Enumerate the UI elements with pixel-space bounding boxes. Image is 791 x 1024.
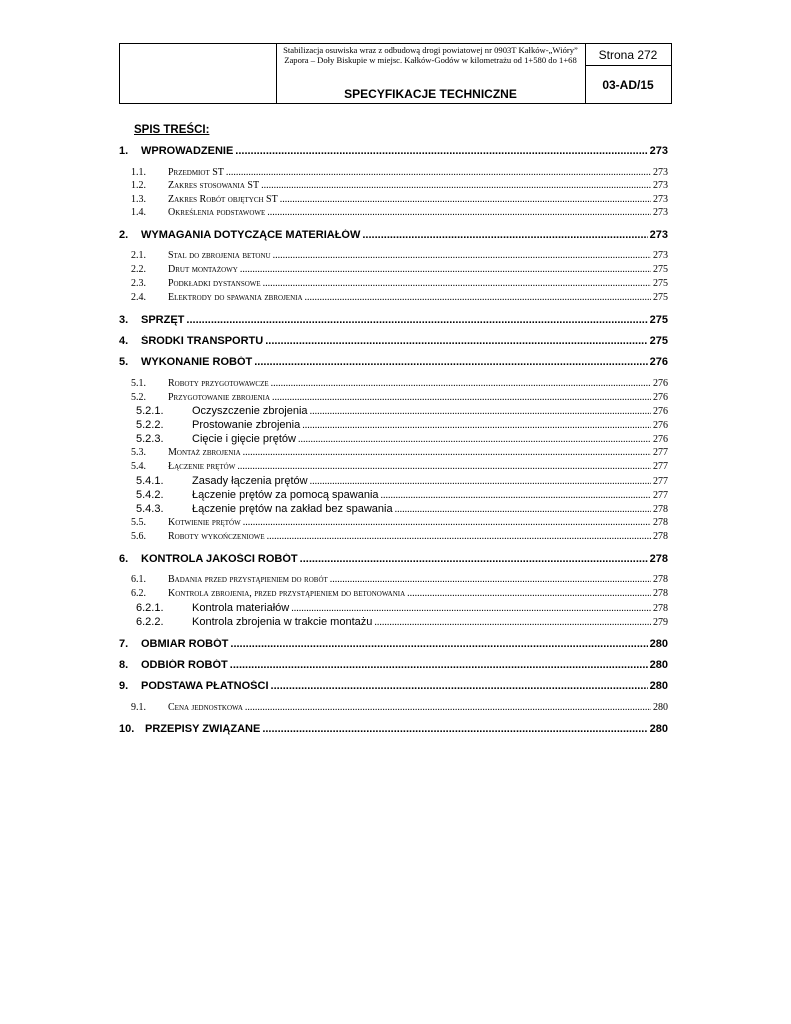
- toc-entry-text: Drut montażowy: [168, 264, 238, 275]
- toc-entry[interactable]: [119, 229, 668, 243]
- toc-entry[interactable]: [119, 680, 668, 694]
- toc-entry[interactable]: [119, 392, 668, 406]
- toc-entry-number: 5.5.: [131, 517, 146, 528]
- toc-entry-text: Łączenie prętów: [168, 461, 236, 472]
- toc-entry-number: 2.: [119, 229, 129, 241]
- toc-entry-number: 5.3.: [131, 447, 146, 458]
- toc-leader: [254, 356, 647, 368]
- toc-leader: [310, 476, 651, 487]
- toc-entry-text: Roboty przygotowawcze: [168, 378, 269, 389]
- toc-entry-page: 276: [653, 392, 668, 403]
- toc-leader: [291, 603, 651, 614]
- toc-entry-number: 3.: [119, 314, 129, 326]
- header-page-cell: [585, 44, 671, 103]
- toc-entry-page: 276: [653, 378, 668, 389]
- toc-entry[interactable]: [119, 433, 668, 447]
- toc-entry-number: 6.2.1.: [136, 602, 164, 614]
- toc-entry-page: 278: [653, 517, 668, 528]
- toc-leader: [240, 264, 651, 275]
- toc-entry-page: 280: [649, 723, 668, 735]
- toc-entry-number: 1.4.: [131, 207, 146, 218]
- toc-leader: [271, 378, 651, 389]
- toc-entry-page: 277: [653, 490, 668, 501]
- toc-entry-text: Łączenie prętów na zakład bez spawania: [192, 503, 393, 515]
- toc-entry-text: ŚRODKI TRANSPORTU: [141, 335, 264, 347]
- toc-entry-number: 6.: [119, 553, 129, 565]
- toc-entry-number: 5.2.: [131, 392, 146, 403]
- toc-entry-page: 273: [653, 194, 668, 205]
- toc-entry-number: 1.3.: [131, 194, 146, 205]
- toc-entry-text: Kontrola materiałów: [192, 602, 290, 614]
- page-number: Strona 272: [585, 46, 671, 66]
- toc-entry-number: 5.4.1.: [136, 475, 164, 487]
- toc-leader: [272, 392, 651, 403]
- toc-entry-number: 1.1.: [131, 167, 146, 178]
- toc-entry-text: Cięcie i gięcie prętów: [192, 433, 296, 445]
- toc-leader: [381, 490, 651, 501]
- toc-entry-text: Kontrola zbrojenia, przed przystąpieniem do betonowania: [168, 588, 406, 599]
- document-title: SPECYFIKACJE TECHNICZNE: [344, 87, 517, 101]
- toc-entry-number: 2.2.: [131, 264, 146, 275]
- toc-entry-number: 2.1.: [131, 250, 146, 261]
- toc-entry[interactable]: [119, 278, 668, 292]
- toc-entry[interactable]: [119, 405, 668, 419]
- toc-entry-page: 278: [653, 504, 668, 515]
- toc-entry-page: 280: [653, 702, 668, 713]
- toc-entry-page: 273: [653, 167, 668, 178]
- toc-entry[interactable]: [119, 447, 668, 461]
- toc-entry-page: 275: [653, 278, 668, 289]
- toc-leader: [230, 638, 647, 650]
- toc-entry-number: 5.4.2.: [136, 489, 164, 501]
- toc-entry-text: Przygotowanie zbrojenia: [168, 392, 271, 403]
- toc-leader: [273, 250, 651, 261]
- toc-entry-page: 277: [653, 447, 668, 458]
- document-code: 03-AD/15: [602, 78, 654, 92]
- toc-entry-page: 276: [649, 356, 668, 368]
- toc-entry[interactable]: [119, 503, 668, 517]
- toc-entry-text: SPRZĘT: [141, 314, 185, 326]
- toc-entry-page: 273: [653, 180, 668, 191]
- toc-entry-text: Montaż zbrojenia: [168, 447, 241, 458]
- toc-leader: [407, 588, 651, 599]
- toc-entry-number: 5.6.: [131, 531, 146, 542]
- toc-entry-text: Zakres stosowania ST: [168, 180, 260, 191]
- toc-entry-page: 276: [653, 406, 668, 417]
- toc-leader: [395, 504, 651, 515]
- toc-entry-text: Badania przed przystąpieniem do robót: [168, 574, 328, 585]
- toc-leader: [245, 702, 651, 713]
- toc-entry[interactable]: [119, 419, 668, 433]
- toc-entry-number: 6.2.2.: [136, 616, 164, 628]
- toc-entry[interactable]: [119, 723, 668, 737]
- toc-entry-page: 276: [653, 420, 668, 431]
- toc-entry-page: 276: [653, 434, 668, 445]
- toc-entry[interactable]: [119, 180, 668, 194]
- toc-entry-text: Kotwienie prętów: [168, 517, 241, 528]
- toc-entry-page: 278: [653, 603, 668, 614]
- toc-leader: [280, 194, 651, 205]
- document-header: [119, 43, 672, 104]
- toc-leader: [243, 517, 651, 528]
- toc-entry[interactable]: [119, 461, 668, 475]
- toc-entry[interactable]: [119, 531, 668, 545]
- toc-entry-text: Podkładki dystansowe: [168, 278, 261, 289]
- toc-leader: [374, 617, 651, 628]
- toc-entry-page: 278: [653, 531, 668, 542]
- toc-entry-text: Określenia podstawowe: [168, 207, 266, 218]
- toc-entry-text: Stal do zbrojenia betonu: [168, 250, 271, 261]
- toc-leader: [267, 531, 651, 542]
- toc-entry-number: 7.: [119, 638, 129, 650]
- toc-entry-number: 6.1.: [131, 574, 146, 585]
- toc-leader: [263, 278, 651, 289]
- toc-entry-page: 273: [653, 250, 668, 261]
- toc-entry-text: Cena jednostkowa: [168, 702, 243, 713]
- toc-entry-number: 5.4.3.: [136, 503, 164, 515]
- toc-title: SPIS TREŚCI:: [134, 124, 210, 136]
- toc-entry[interactable]: [119, 167, 668, 181]
- toc-entry-text: Zakres Robót objętych ST: [168, 194, 278, 205]
- toc-entry-number: 5.4.: [131, 461, 146, 472]
- toc-leader: [362, 229, 647, 241]
- toc-entry[interactable]: [119, 489, 668, 503]
- toc-entry-page: 275: [649, 314, 668, 326]
- toc-leader: [300, 553, 648, 565]
- toc-entry-page: 278: [653, 588, 668, 599]
- toc-entry-number: 9.1.: [131, 702, 146, 713]
- toc-entry[interactable]: [119, 145, 668, 159]
- toc-entry[interactable]: [119, 378, 668, 392]
- toc-entry-number: 5.1.: [131, 378, 146, 389]
- project-description: Stabilizacja osuwiska wraz z odbudową drogi powiatowej nr 0903T Kałków-„Wióry” Zapora – Doły Biskupie w miejsc. Kałków-Godów w kilometrażu od 1+580 do 1+68: [283, 45, 578, 66]
- toc-entry-page: 275: [649, 335, 668, 347]
- toc-entry-page: 275: [653, 292, 668, 303]
- toc-leader: [302, 420, 651, 431]
- toc-entry-text: KONTROLA JAKOŚCI ROBÓT: [141, 553, 298, 565]
- toc-entry-page: 280: [649, 659, 668, 671]
- toc-leader: [237, 461, 651, 472]
- toc-entry-text: Roboty wykończeniowe: [168, 531, 265, 542]
- toc-entry-number: 5.2.1.: [136, 405, 164, 417]
- toc-entry-number: 1.2.: [131, 180, 146, 191]
- header-logo-cell: [120, 44, 277, 103]
- toc-entry-page: 280: [649, 638, 668, 650]
- toc-entry-page: 275: [653, 264, 668, 275]
- toc-entry-text: Kontrola zbrojenia w trakcie montażu: [192, 616, 373, 628]
- toc-leader: [243, 447, 651, 458]
- toc-leader: [261, 180, 651, 191]
- toc-entry-number: 1.: [119, 145, 129, 157]
- toc-entry-number: 4.: [119, 335, 129, 347]
- toc-entry[interactable]: [119, 574, 668, 588]
- toc-entry-text: PODSTAWA PŁATNOŚCI: [141, 680, 269, 692]
- toc-entry[interactable]: [119, 475, 668, 489]
- toc-leader: [186, 314, 647, 326]
- toc-entry-number: 5.2.2.: [136, 419, 164, 431]
- toc-entry[interactable]: [119, 702, 668, 716]
- toc-entry-page: 280: [649, 680, 668, 692]
- toc-entry[interactable]: [119, 264, 668, 278]
- toc-leader: [265, 335, 647, 347]
- toc-entry[interactable]: [119, 602, 668, 616]
- toc-entry-number: 8.: [119, 659, 129, 671]
- toc-entry-number: 6.2.: [131, 588, 146, 599]
- toc-entry-text: WYKONANIE ROBÓT: [141, 356, 253, 368]
- toc-leader: [310, 406, 651, 417]
- toc-entry-text: Elektrody do spawania zbrojenia: [168, 292, 303, 303]
- toc-entry[interactable]: [119, 659, 668, 673]
- toc-entry-number: 10.: [119, 723, 135, 735]
- toc-entry-text: Prostowanie zbrojenia: [192, 419, 301, 431]
- toc-entry-text: OBMIAR ROBÓT: [141, 638, 229, 650]
- toc-leader: [305, 292, 651, 303]
- toc-entry-number: 5.2.3.: [136, 433, 164, 445]
- toc-entry-page: 279: [653, 617, 668, 628]
- toc-entry-number: 5.: [119, 356, 129, 368]
- toc-entry-page: 277: [653, 461, 668, 472]
- toc-entry-text: ODBIÓR ROBÓT: [141, 659, 228, 671]
- toc-entry-number: 2.4.: [131, 292, 146, 303]
- toc-entry-page: 278: [653, 574, 668, 585]
- toc-entry-number: 9.: [119, 680, 129, 692]
- toc-leader: [262, 723, 647, 735]
- toc-leader: [230, 659, 648, 671]
- toc-leader: [271, 680, 648, 692]
- toc-leader: [235, 145, 647, 157]
- toc-entry[interactable]: [119, 616, 668, 630]
- toc-entry[interactable]: [119, 194, 668, 208]
- toc-entry[interactable]: [119, 638, 668, 652]
- toc-entry-page: 273: [653, 207, 668, 218]
- toc-leader: [267, 207, 651, 218]
- toc-entry[interactable]: [119, 207, 668, 221]
- toc-entry-text: Łączenie prętów za pomocą spawania: [192, 489, 379, 501]
- toc-entry[interactable]: [119, 314, 668, 328]
- toc-entry-text: Przedmiot ST: [168, 167, 224, 178]
- toc-entry[interactable]: [119, 588, 668, 602]
- toc-entry-page: 273: [649, 229, 668, 241]
- toc-entry-page: 273: [649, 145, 668, 157]
- toc-entry-text: WPROWADZENIE: [141, 145, 234, 157]
- toc-leader: [330, 574, 651, 585]
- toc-entry[interactable]: [119, 356, 668, 370]
- toc-leader: [226, 167, 651, 178]
- toc-entry[interactable]: [119, 292, 668, 306]
- toc-entry-number: 2.3.: [131, 278, 146, 289]
- toc-leader: [298, 434, 651, 445]
- toc-entry-text: WYMAGANIA DOTYCZĄCE MATERIAŁÓW: [141, 229, 361, 241]
- toc-entry[interactable]: [119, 553, 668, 567]
- toc-entry-text: PRZEPISY ZWIĄZANE: [145, 723, 261, 735]
- toc-entry[interactable]: [119, 250, 668, 264]
- header-project-cell: [276, 44, 586, 103]
- toc-entry[interactable]: [119, 335, 668, 349]
- toc-entry-text: Zasady łączenia prętów: [192, 475, 308, 487]
- toc-entry-page: 277: [653, 476, 668, 487]
- toc-entry-page: 278: [649, 553, 668, 565]
- toc-entry-text: Oczyszczenie zbrojenia: [192, 405, 308, 417]
- toc-entry[interactable]: [119, 517, 668, 531]
